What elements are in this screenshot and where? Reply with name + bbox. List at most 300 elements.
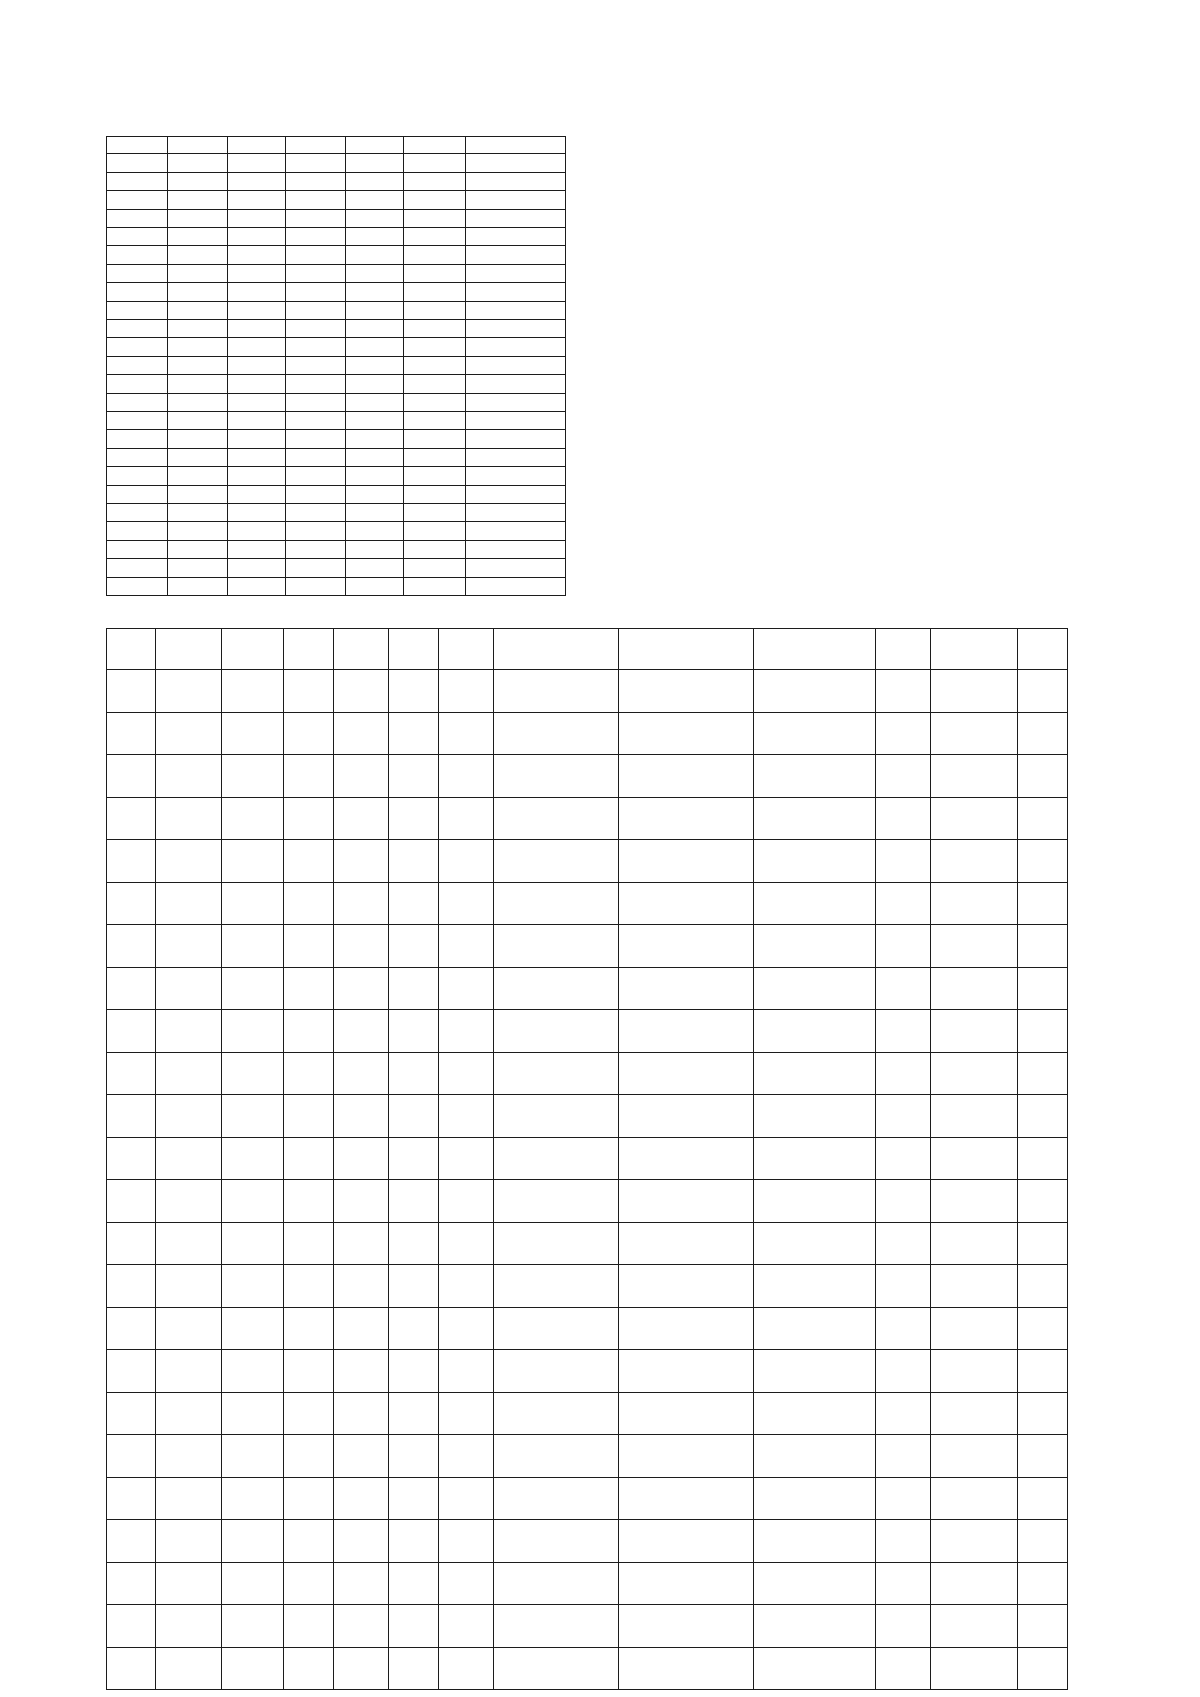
table-cell [619, 1605, 754, 1647]
table-cell [931, 1393, 1018, 1435]
table-cell [222, 1308, 284, 1350]
table-cell [439, 1223, 494, 1265]
table-cell [168, 522, 228, 540]
table-cell [466, 265, 566, 283]
table-cell [156, 1478, 222, 1520]
table-cell [404, 430, 466, 448]
table-cell [404, 265, 466, 283]
table-cell [334, 1095, 389, 1137]
table-cell [284, 1308, 334, 1350]
table-cell [619, 1265, 754, 1307]
table-cell [228, 228, 286, 246]
table-cell [404, 394, 466, 412]
table-cell [754, 628, 876, 670]
table-cell [284, 925, 334, 967]
table-cell [156, 1563, 222, 1605]
table-cell [439, 670, 494, 712]
table-cell [334, 1605, 389, 1647]
table-cell [439, 1350, 494, 1392]
table-cell [106, 430, 168, 448]
table-cell [156, 713, 222, 755]
table-cell [334, 1308, 389, 1350]
table-cell [228, 210, 286, 228]
table-cell [286, 228, 346, 246]
table-cell [754, 1478, 876, 1520]
table-cell [931, 1010, 1018, 1052]
table-cell [334, 670, 389, 712]
table-cell [222, 840, 284, 882]
table-cell [346, 394, 404, 412]
table-cell [876, 968, 931, 1010]
table-cell [346, 449, 404, 467]
table-cell [222, 755, 284, 797]
table-cell [494, 1265, 619, 1307]
table-cell [286, 357, 346, 375]
table-cell [404, 412, 466, 430]
table-cell [222, 1095, 284, 1137]
table-cell [754, 883, 876, 925]
table-cell [286, 283, 346, 301]
table-cell [1018, 925, 1068, 967]
table-cell [346, 504, 404, 522]
table-cell [284, 1138, 334, 1180]
table-cell [334, 1010, 389, 1052]
table-cell [494, 1478, 619, 1520]
table-cell [284, 1648, 334, 1690]
table-cell [466, 522, 566, 540]
table-cell [156, 1393, 222, 1435]
table-cell [619, 1138, 754, 1180]
table-cell [222, 883, 284, 925]
table-cell [168, 302, 228, 320]
table-cell [106, 265, 168, 283]
table-cell [404, 283, 466, 301]
table-cell [754, 1138, 876, 1180]
table-cell [466, 228, 566, 246]
table-cell [346, 338, 404, 356]
table-cell [619, 840, 754, 882]
table-cell [106, 154, 168, 172]
table-cell [334, 1648, 389, 1690]
table-cell [876, 1648, 931, 1690]
table-cell [389, 1223, 439, 1265]
table-cell [106, 320, 168, 338]
table-cell [466, 578, 566, 596]
table-cell [439, 1648, 494, 1690]
table-cell [106, 504, 168, 522]
table-cell [106, 1308, 156, 1350]
table-cell [106, 925, 156, 967]
table-cell [1018, 1478, 1068, 1520]
table-cell [168, 357, 228, 375]
table-cell [494, 1053, 619, 1095]
table-cell [168, 228, 228, 246]
table-cell [346, 467, 404, 485]
table-cell [931, 1265, 1018, 1307]
table-cell [228, 559, 286, 577]
table-cell [439, 798, 494, 840]
table-cell [439, 925, 494, 967]
table-cell [286, 467, 346, 485]
table-cell [439, 840, 494, 882]
table-cell [931, 1180, 1018, 1222]
table-cell [346, 412, 404, 430]
table-cell [466, 357, 566, 375]
table-cell [404, 338, 466, 356]
table-cell [404, 246, 466, 264]
table-cell [228, 504, 286, 522]
table-cell [466, 430, 566, 448]
table-cell [466, 246, 566, 264]
table-cell [439, 1520, 494, 1562]
table-cell [389, 755, 439, 797]
table-cell [284, 1350, 334, 1392]
table-cell [156, 1053, 222, 1095]
table-cell [334, 840, 389, 882]
table-cell [334, 755, 389, 797]
table-cell [494, 925, 619, 967]
table-cell [754, 840, 876, 882]
table-cell [284, 1520, 334, 1562]
table-cell [286, 154, 346, 172]
table-cell [1018, 798, 1068, 840]
table-cell [389, 1010, 439, 1052]
table-cell [222, 1563, 284, 1605]
table-cell [228, 265, 286, 283]
table-cell [334, 713, 389, 755]
table-cell [494, 1180, 619, 1222]
table-cell [334, 1053, 389, 1095]
table-cell [346, 559, 404, 577]
table-cell [1018, 1053, 1068, 1095]
table-cell [466, 283, 566, 301]
table-cell [466, 320, 566, 338]
table-cell [106, 1180, 156, 1222]
table-cell [286, 265, 346, 283]
table-cell [156, 1605, 222, 1647]
table-cell [876, 1605, 931, 1647]
table-cell [106, 1223, 156, 1265]
table-cell [389, 840, 439, 882]
table-cell [286, 541, 346, 559]
table-cell [106, 1520, 156, 1562]
table-cell [334, 1138, 389, 1180]
table-cell [439, 1138, 494, 1180]
table-cell [754, 1605, 876, 1647]
table-cell [466, 173, 566, 191]
table-cell [619, 1053, 754, 1095]
table-cell [439, 1053, 494, 1095]
table-cell [228, 246, 286, 264]
table-cell [106, 1010, 156, 1052]
table-cell [346, 136, 404, 154]
table-cell [346, 154, 404, 172]
table-cell [284, 1435, 334, 1477]
table-cell [286, 578, 346, 596]
table-cell [876, 1010, 931, 1052]
table-cell [106, 1138, 156, 1180]
table-cell [106, 1393, 156, 1435]
table-cell [346, 228, 404, 246]
table-cell [222, 1605, 284, 1647]
table-cell [494, 755, 619, 797]
table-cell [156, 1308, 222, 1350]
table-cell [931, 628, 1018, 670]
table-cell [931, 713, 1018, 755]
table-cell [168, 173, 228, 191]
table-cell [334, 968, 389, 1010]
table-cell [389, 883, 439, 925]
table-cell [494, 670, 619, 712]
table-cell [439, 755, 494, 797]
table-cell [876, 1393, 931, 1435]
table-cell [1018, 1520, 1068, 1562]
table-cell [168, 210, 228, 228]
table-cell [286, 210, 346, 228]
table-cell [931, 1138, 1018, 1180]
table-cell [494, 713, 619, 755]
table-cell [228, 136, 286, 154]
table-cell [619, 1648, 754, 1690]
table-cell [494, 1010, 619, 1052]
table-cell [284, 883, 334, 925]
table-cell [334, 1478, 389, 1520]
table-cell [228, 338, 286, 356]
table-cell [439, 883, 494, 925]
table-cell [168, 320, 228, 338]
table-cell [876, 1138, 931, 1180]
table-cell [286, 173, 346, 191]
table-cell [106, 1605, 156, 1647]
table-cell [389, 628, 439, 670]
table-cell [106, 1648, 156, 1690]
table-cell [284, 628, 334, 670]
table-cell [439, 1478, 494, 1520]
table-cell [404, 320, 466, 338]
table-cell [466, 541, 566, 559]
table-cell [106, 338, 168, 356]
table-cell [876, 1265, 931, 1307]
table-cell [389, 1350, 439, 1392]
table-cell [931, 1563, 1018, 1605]
table-cell [404, 467, 466, 485]
table-cell [334, 1435, 389, 1477]
table-cell [106, 191, 168, 209]
table-cell [931, 1648, 1018, 1690]
table-cell [404, 486, 466, 504]
table-cell [1018, 1393, 1068, 1435]
table-cell [346, 375, 404, 393]
table-cell [286, 412, 346, 430]
table-cell [876, 1563, 931, 1605]
table-cell [106, 283, 168, 301]
table-cell [931, 1223, 1018, 1265]
table-cell [931, 1478, 1018, 1520]
table-cell [106, 357, 168, 375]
table-section-lower [106, 628, 997, 1690]
table-cell [286, 559, 346, 577]
table-cell [931, 798, 1018, 840]
table-cell [106, 670, 156, 712]
table-cell [106, 210, 168, 228]
table-cell [156, 1010, 222, 1052]
table-cell [389, 713, 439, 755]
table-cell [389, 1265, 439, 1307]
table-cell [1018, 1010, 1068, 1052]
table-cell [619, 1095, 754, 1137]
table-cell [156, 1138, 222, 1180]
table-cell [876, 1350, 931, 1392]
table-cell [156, 628, 222, 670]
table-cell [931, 755, 1018, 797]
table-cell [168, 467, 228, 485]
table-cell [284, 1180, 334, 1222]
table-cell [346, 210, 404, 228]
table-cell [876, 713, 931, 755]
table-cell [439, 713, 494, 755]
table-cell [494, 883, 619, 925]
table-cell [106, 1563, 156, 1605]
table-cell [156, 968, 222, 1010]
table-cell [222, 628, 284, 670]
table-cell [754, 1180, 876, 1222]
table-cell [228, 467, 286, 485]
table-cell [334, 883, 389, 925]
table-cell [168, 191, 228, 209]
table-cell [754, 798, 876, 840]
table-cell [334, 1223, 389, 1265]
table-cell [222, 1223, 284, 1265]
table-cell [466, 559, 566, 577]
table-cell [228, 449, 286, 467]
table-cell [404, 228, 466, 246]
table-cell [284, 1223, 334, 1265]
table-cell [106, 486, 168, 504]
table-cell [931, 1350, 1018, 1392]
table-cell [168, 265, 228, 283]
table-cell [284, 755, 334, 797]
table-cell [346, 357, 404, 375]
table-cell [284, 1478, 334, 1520]
table-cell [619, 1393, 754, 1435]
table-cell [106, 375, 168, 393]
table-cell [404, 302, 466, 320]
table-cell [106, 883, 156, 925]
table-cell [619, 1350, 754, 1392]
table-cell [494, 1648, 619, 1690]
table-cell [168, 136, 228, 154]
table-cell [439, 1095, 494, 1137]
table-cell [286, 136, 346, 154]
table-cell [1018, 1605, 1068, 1647]
table-cell [389, 1563, 439, 1605]
table-cell [389, 798, 439, 840]
table-cell [1018, 883, 1068, 925]
table-cell [876, 1180, 931, 1222]
table-cell [156, 925, 222, 967]
table-cell [876, 670, 931, 712]
table-cell [106, 1478, 156, 1520]
table-cell [156, 670, 222, 712]
table-cell [466, 191, 566, 209]
table-cell [619, 1308, 754, 1350]
table-cell [228, 191, 286, 209]
table-cell [494, 1308, 619, 1350]
table-cell [1018, 713, 1068, 755]
table-cell [334, 1180, 389, 1222]
table-cell [222, 798, 284, 840]
table-cell [106, 541, 168, 559]
table-cell [346, 265, 404, 283]
table-cell [494, 968, 619, 1010]
table-cell [222, 1520, 284, 1562]
table-cell [404, 522, 466, 540]
table-cell [228, 357, 286, 375]
table-cell [222, 1393, 284, 1435]
table-cell [168, 578, 228, 596]
table-cell [754, 1095, 876, 1137]
table-cell [168, 394, 228, 412]
table-cell [168, 375, 228, 393]
table-cell [168, 430, 228, 448]
table-cell [1018, 1563, 1068, 1605]
table-cell [466, 504, 566, 522]
table-cell [346, 191, 404, 209]
table-cell [931, 968, 1018, 1010]
table-cell [466, 394, 566, 412]
table-cell [466, 375, 566, 393]
table-cell [466, 338, 566, 356]
table-cell [389, 1308, 439, 1350]
table-cell [286, 504, 346, 522]
table-cell [876, 755, 931, 797]
table-cell [106, 246, 168, 264]
table-cell [106, 1435, 156, 1477]
table-cell [228, 302, 286, 320]
table-cell [106, 628, 156, 670]
table-cell [389, 1053, 439, 1095]
table-cell [931, 883, 1018, 925]
table-cell [156, 1435, 222, 1477]
table-cell [619, 925, 754, 967]
table-cell [284, 798, 334, 840]
table-cell [754, 1563, 876, 1605]
table-cell [754, 755, 876, 797]
table-cell [156, 1520, 222, 1562]
table-cell [931, 1308, 1018, 1350]
table-cell [284, 713, 334, 755]
table-cell [286, 191, 346, 209]
table-cell [389, 1393, 439, 1435]
table-section-upper [106, 136, 997, 596]
table-cell [286, 449, 346, 467]
table-cell [876, 840, 931, 882]
table-cell [494, 1435, 619, 1477]
table-cell [284, 840, 334, 882]
table-cell [389, 670, 439, 712]
table-cell [439, 968, 494, 1010]
table-cell [1018, 755, 1068, 797]
table-cell [494, 840, 619, 882]
table-cell [228, 522, 286, 540]
table-cell [439, 1010, 494, 1052]
table-cell [284, 1095, 334, 1137]
table-cell [106, 302, 168, 320]
table-cell [876, 1308, 931, 1350]
table-cell [754, 925, 876, 967]
table-cell [466, 467, 566, 485]
table-cell [1018, 628, 1068, 670]
